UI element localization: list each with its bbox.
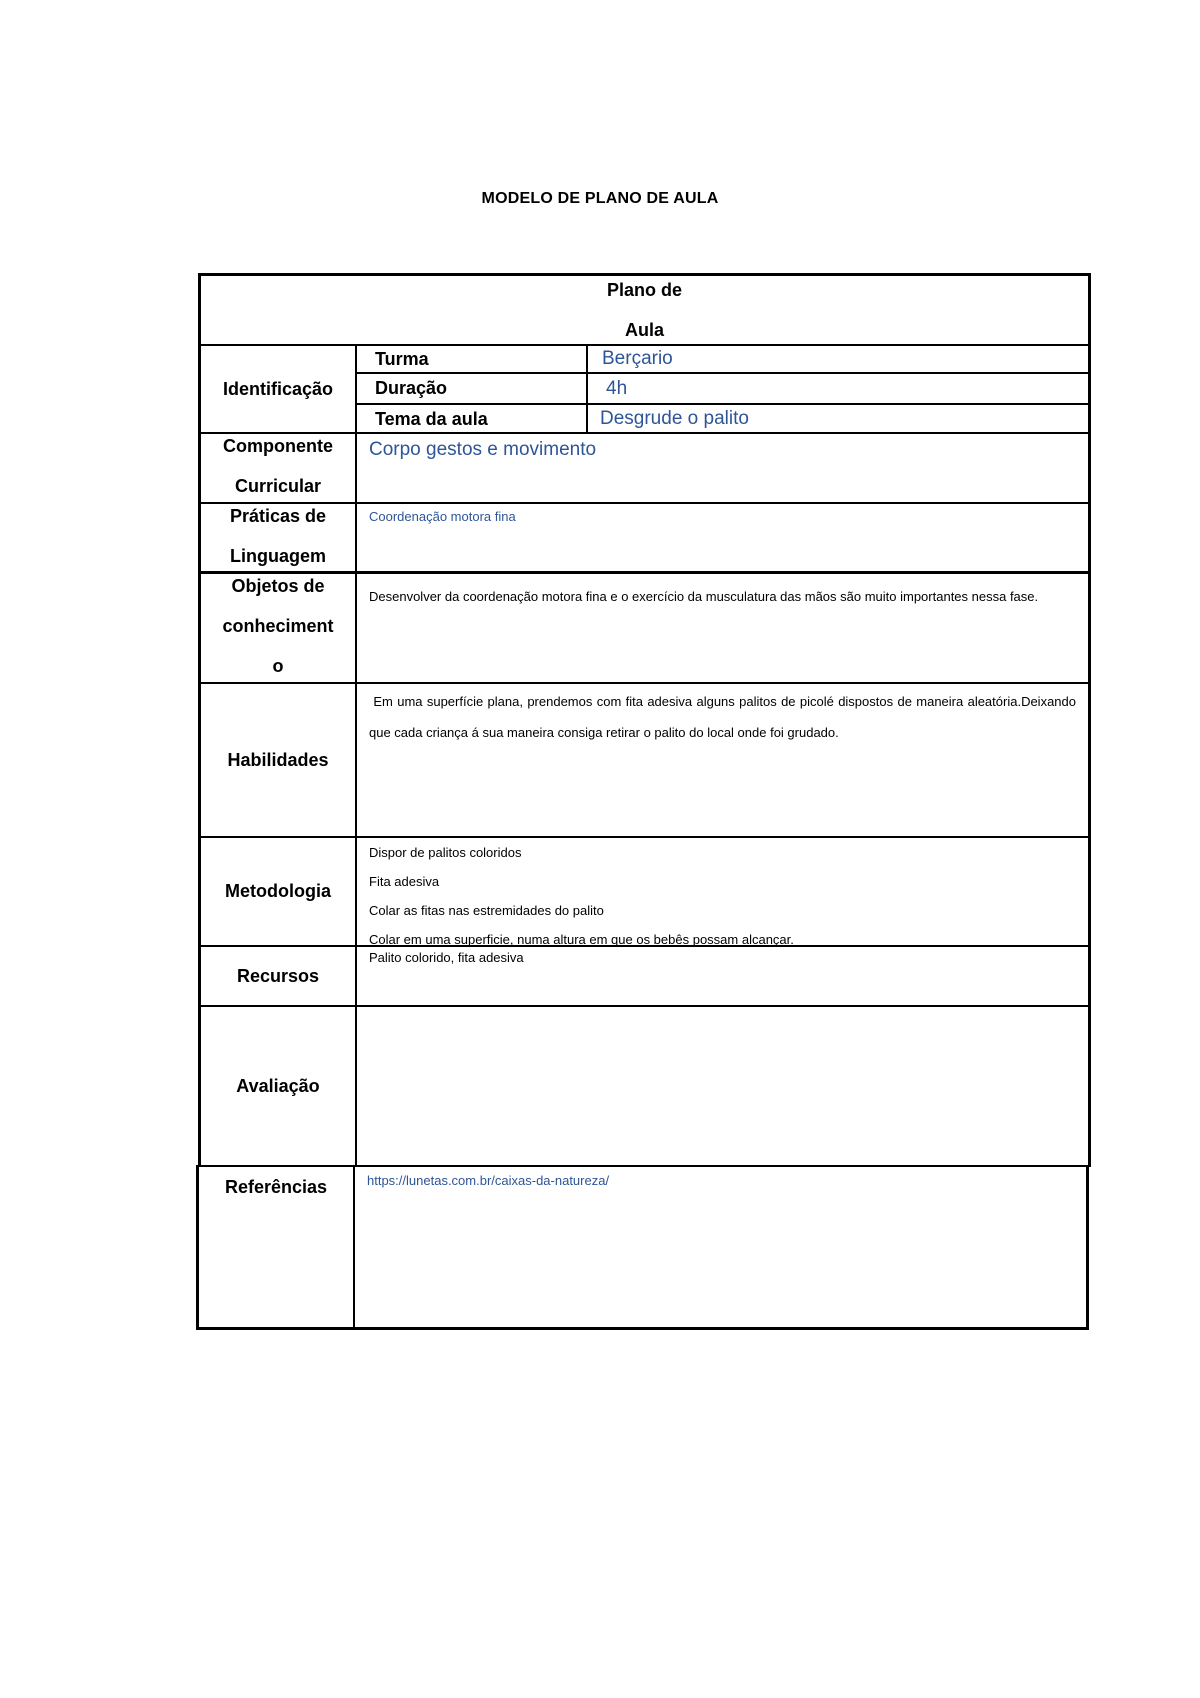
duracao-label: Duração [375, 378, 448, 398]
recursos-label: Recursos [236, 965, 320, 986]
objetos-label-line3: o [272, 656, 284, 676]
duracao-value: 4h [606, 378, 628, 399]
componente-value: Corpo gestos e movimento [369, 439, 597, 460]
metodologia-item: Dispor de palitos coloridos [369, 845, 522, 860]
objetos-label [201, 574, 355, 682]
componente-label-line2: Curricular [234, 476, 322, 496]
table-header [201, 276, 1088, 344]
componente-label-line1: Componente [223, 436, 333, 456]
metodologia-list [357, 838, 1088, 954]
objetos-value: Desenvolver da coordenação motora fina e o exercício da musculatura das mãos são muito importantes nessa fase. [369, 589, 1039, 604]
tema-value: Desgrude o palito [600, 408, 749, 429]
metodologia-item: Colar em uma superficie, numa altura em que os bebês possam alcançar. [369, 932, 794, 947]
avaliacao-label: Avaliação [236, 1075, 320, 1096]
objetos-label-line1: Objetos de [231, 576, 325, 596]
header-line-1: Plano de [606, 280, 682, 300]
componente-label [201, 434, 355, 502]
document-title: MODELO DE PLANO DE AULA [481, 190, 719, 207]
praticas-label-line1: Práticas de [229, 506, 327, 526]
praticas-label-line2: Linguagem [229, 546, 326, 566]
header-line-2: Aula [624, 320, 664, 340]
referencias-link[interactable]: https://lunetas.com.br/caixas-da-natureza/ [367, 1173, 610, 1188]
avaliacao-value [357, 1007, 1088, 1165]
objetos-label-line2: conheciment [222, 616, 334, 636]
praticas-label [201, 504, 355, 571]
habilidades-value: Em uma superfície plana, prendemos com fita adesiva alguns palitos de picolé dispostos de maneira aleatória.Deixando que cada criança á sua maneira consiga retirar o palito do local onde foi grudado. [369, 694, 1080, 740]
identificacao-label: Identificação [222, 378, 334, 399]
tema-label: Tema da aula [375, 409, 488, 429]
praticas-value: Coordenação motora fina [369, 509, 516, 524]
turma-value: Berçario [602, 348, 673, 369]
metodologia-label: Metodologia [225, 881, 331, 901]
habilidades-label: Habilidades [227, 749, 329, 770]
metodologia-item: Colar as fitas nas estremidades do palito [369, 903, 604, 918]
metodologia-item: Fita adesiva [369, 874, 440, 889]
recursos-value: Palito colorido, fita adesiva [369, 950, 524, 965]
turma-label: Turma [375, 349, 429, 369]
referencias-label: Referências [224, 1177, 328, 1197]
